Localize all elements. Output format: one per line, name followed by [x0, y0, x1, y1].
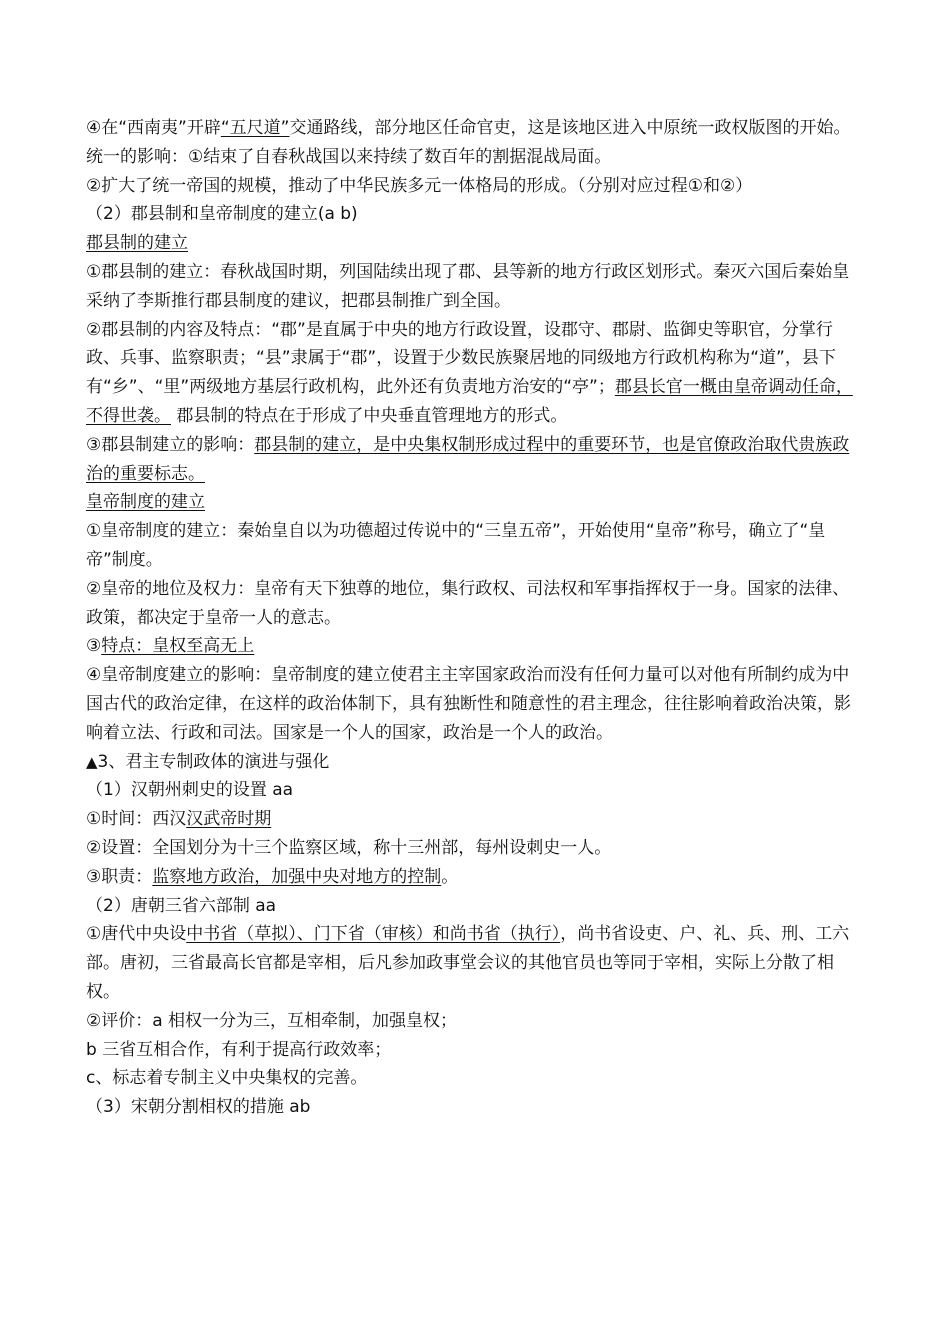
paragraph-wudao: ④在“西南夷”开辟“五尺道”交通路线，部分地区任命官吏，这是该地区进入中原统一政权版图的开始。 [86, 118, 851, 138]
paragraph-emperor-origin: ①皇帝制度的建立：秦始皇自以为功德超过传说中的“三皇五帝”，开始使用“皇帝”称号，确立了“皇帝”制度。 [86, 521, 826, 570]
underlined-phrase: 汉武帝时期 [186, 809, 272, 830]
section-heading: （2）唐朝三省六部制 aa [86, 895, 277, 916]
paragraph-evaluation-c: c、标志着专制主义中央集权的完善。 [86, 1068, 368, 1089]
paragraph-emperor-power: ②皇帝的地位及权力：皇帝有天下独尊的地位，集行政权、司法权和军事指挥权于一身。国家的法律、政策，都决定于皇帝一人的意志。 [86, 578, 850, 628]
document-page [86, 114, 858, 1122]
underlined-phrase: 郡县制的建立，是中央集权制形成过程中的重要环节，也是官僚政治取代贵族政治的重要标志。 [86, 434, 850, 484]
paragraph-duty: ③职责：监察地方政治，加强中央对地方的控制。 [86, 866, 459, 887]
subsection-title: 郡县制的建立 [86, 233, 188, 254]
section-heading: （3）宋朝分割相权的措施 ab [86, 1097, 311, 1118]
paragraph-evaluation: ②评价：a 相权一分为三，互相牵制，加强皇权； [86, 1010, 458, 1031]
paragraph-emperor-impact: ④皇帝制度建立的影响：皇帝制度的建立使君主主宰国家政治而没有任何力量可以对他有所制约成为中国古代的政治定律，在这样的政治体制下，具有独断性和随意性的君主理念，往往影响着政治决策，影响着立法、行政和司法。国家是一个人的国家，政治是一个人的政治。 [86, 665, 851, 743]
paragraph-emperor-feature: ③特点：皇权至高无上 [86, 636, 255, 657]
underlined-phrase: 特点：皇权至高无上 [101, 636, 255, 657]
paragraph-impact-1: 统一的影响：①结束了自春秋战国以来持续了数百年的割据混战局面。 [86, 146, 612, 167]
underlined-phrase: 中书省（草拟）、门下省（审核）和尚书省（执行） [186, 924, 561, 945]
paragraph-junxian-content: ②郡县制的内容及特点：“郡”是直属于中央的地方行政设置，设郡守、郡尉、监御史等职官，分掌行政、兵事、监察职责；“县”隶属于“郡”，设置于少数民族聚居地的同级地方行政机构称为“道”，县下有“乡”、“里”两级地方基层行政机构，此外还有负责地方治安的“亭”；郡县长官一概由皇帝调动任命，不得世袭。 郡县制的特点在于形成了中央垂直管理地方的形式。 [86, 319, 853, 426]
paragraph-three-departments: ①唐代中央设中书省（草拟）、门下省（审核）和尚书省（执行），尚书省设吏、户、礼、兵、刑、工六部。唐初，三省最高长官都是宰相，后凡参加政事堂会议的其他官员也等同于宰相，实际上分散了相权。 [86, 924, 850, 1002]
paragraph-setup: ②设置：全国划分为十三个监察区域，称十三州部，每州设刺史一人。 [86, 837, 612, 858]
triangle-icon: ▲ [86, 752, 98, 771]
section-heading: （2）郡县制和皇帝制度的建立(a b) [86, 204, 358, 225]
underlined-term: “五尺道” [220, 118, 290, 138]
section-heading: ▲3、君主专制政体的演进与强化 [86, 751, 330, 772]
paragraph-junxian-origin: ①郡县制的建立：春秋战国时期，列国陆续出现了郡、县等新的地方行政区划形式。秦灭六国后秦始皇采纳了李斯推行郡县制度的建议，把郡县制推广到全国。 [86, 261, 850, 311]
paragraph-impact-2: ②扩大了统一帝国的规模，推动了中华民族多元一体格局的形成。（分别对应过程①和②） [86, 175, 753, 196]
paragraph-junxian-impact: ③郡县制建立的影响：郡县制的建立，是中央集权制形成过程中的重要环节，也是官僚政治取代贵族政治的重要标志。 [86, 434, 850, 484]
subsection-title: 皇帝制度的建立 [86, 492, 205, 513]
paragraph-time: ①时间：西汉汉武帝时期 [86, 809, 272, 830]
paragraph-evaluation-b: b 三省互相合作，有利于提高行政效率； [86, 1039, 392, 1060]
underlined-phrase: 郡县长官一概由皇帝调动任命，不得世袭。 [86, 377, 853, 426]
section-heading: （1）汉朝州刺史的设置 aa [86, 780, 294, 801]
underlined-phrase: 监察地方政治，加强中央对地方的控制 [152, 866, 442, 887]
